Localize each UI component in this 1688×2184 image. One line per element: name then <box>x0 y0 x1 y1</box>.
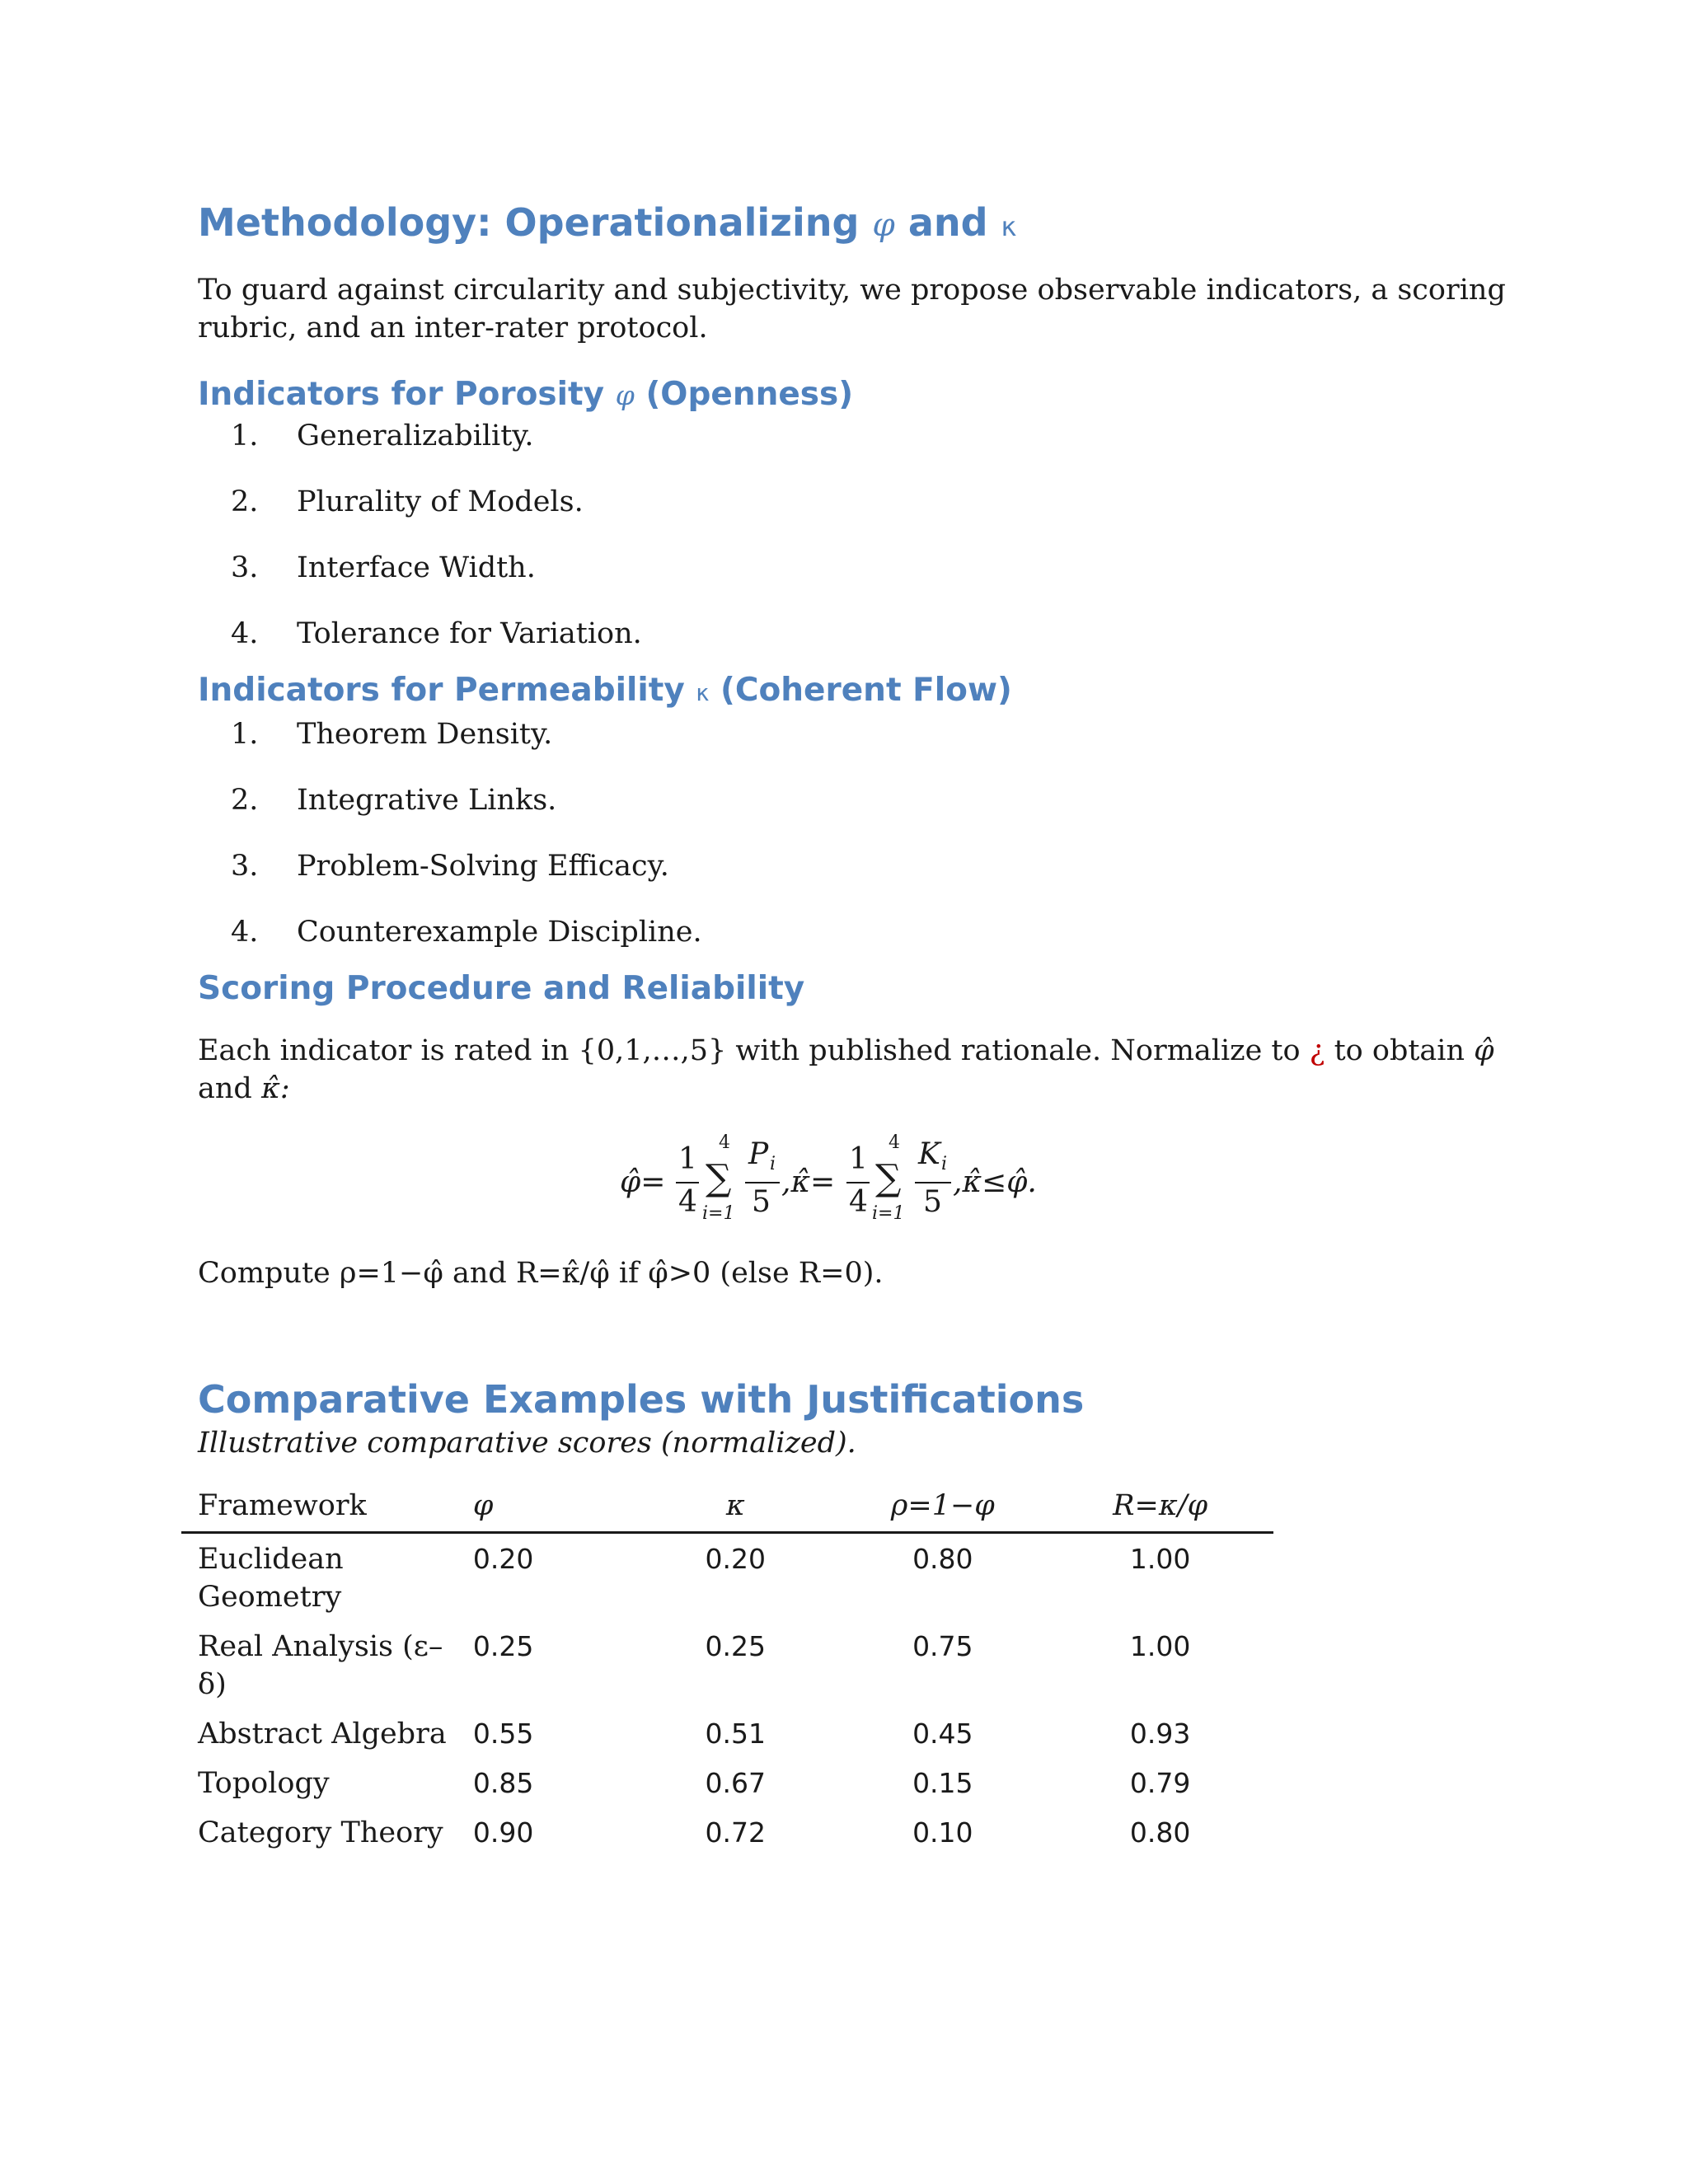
framework-cell: Topology <box>198 1767 330 1800</box>
item-number: 3. <box>231 850 259 883</box>
item-label: Generalizability. <box>297 419 534 452</box>
rho-cell: 0.45 <box>912 1718 973 1750</box>
item-label: Plurality of Models. <box>297 485 584 518</box>
rho-cell: 0.15 <box>912 1767 973 1799</box>
formula-numerator-p: P <box>748 1137 769 1171</box>
framework-cell: Euclidean Geometry <box>198 1543 344 1614</box>
list-item <box>198 715 1517 753</box>
table-header-row <box>181 1482 1273 1533</box>
table-row <box>181 1621 1273 1708</box>
list-item <box>198 549 1517 587</box>
ratio-cell: 0.93 <box>1129 1718 1191 1750</box>
sum-sigma: ∑ <box>875 1157 902 1199</box>
sum-sigma: ∑ <box>706 1157 732 1199</box>
item-number: 1. <box>231 718 259 751</box>
rho-cell: 0.80 <box>912 1543 973 1575</box>
column-header-phi: φ <box>457 1482 632 1533</box>
sum-lower-limit: i=1 <box>702 1203 735 1224</box>
table-row <box>181 1807 1273 1857</box>
column-header-rho: ρ=1−φ <box>838 1482 1047 1533</box>
item-label: Counterexample Discipline. <box>297 916 702 949</box>
comparative-scores-table <box>181 1482 1273 1857</box>
item-number: 4. <box>231 617 259 650</box>
item-label: Tolerance for Variation. <box>297 617 642 650</box>
title-text: Methodology: Operationalizing <box>198 200 860 245</box>
kappa-hat: κ̂: <box>260 1072 290 1105</box>
item-label: Problem-Solving Efficacy. <box>297 850 669 883</box>
permeability-heading <box>198 669 1517 715</box>
scoring-rating-set: {0,1,…,5} <box>578 1034 727 1067</box>
sum-lower-limit: i=1 <box>872 1203 905 1224</box>
item-number: 3. <box>231 551 259 584</box>
title-phi: φ <box>872 207 895 244</box>
missing-glyph: ¿ <box>1309 1034 1325 1067</box>
document-page <box>198 198 1517 1857</box>
kappa-cell: 0.72 <box>705 1816 767 1849</box>
fraction-bar <box>745 1182 780 1183</box>
list-item <box>198 847 1517 885</box>
title-and: and <box>907 200 988 245</box>
formula-four: 4 <box>678 1185 697 1219</box>
formula-phi-hat-lhs: φ̂= <box>620 1165 666 1199</box>
framework-cell: Category Theory <box>198 1816 443 1849</box>
page-title <box>198 198 1517 251</box>
list-item <box>198 913 1517 951</box>
item-number: 2. <box>231 784 259 817</box>
list-item <box>198 615 1517 653</box>
fraction-bar <box>915 1182 951 1183</box>
permeability-heading-text: Indicators for Permeability <box>198 672 685 709</box>
item-number: 2. <box>231 485 259 518</box>
scoring-heading: Scoring Procedure and Reliability <box>198 970 805 1007</box>
rho-cell: 0.75 <box>912 1630 973 1662</box>
list-item <box>198 417 1517 455</box>
table-caption: Illustrative comparative scores (normalized). <box>198 1427 856 1460</box>
scoring-text-a: Each indicator is rated in <box>198 1034 570 1067</box>
sum-upper-limit: 4 <box>889 1132 900 1153</box>
ratio-cell: 0.80 <box>1129 1816 1191 1849</box>
title-kappa: κ <box>1001 211 1017 242</box>
sum-upper-limit: 4 <box>719 1132 730 1153</box>
phi-cell: 0.85 <box>472 1767 534 1799</box>
framework-cell: Real Analysis (ε–δ) <box>198 1630 443 1701</box>
formula-kappa-hat-lhs: ,κ̂= <box>781 1165 836 1199</box>
column-header-kappa: κ <box>632 1482 838 1533</box>
scoring-paragraph <box>198 1032 1517 1108</box>
porosity-heading-suffix: (Openness) <box>645 376 854 413</box>
compute-paragraph: Compute ρ=1−φ̂ and R=κ̂/φ̂ if φ̂>0 (else R=0). <box>198 1257 884 1290</box>
ratio-cell: 0.79 <box>1129 1767 1191 1799</box>
scoring-text-d: and <box>198 1072 252 1105</box>
column-header-framework: Framework <box>181 1482 457 1533</box>
rho-cell: 0.10 <box>912 1816 973 1849</box>
kappa-cell: 0.25 <box>705 1630 767 1662</box>
item-label: Theorem Density. <box>297 718 553 751</box>
formula-numerator-sub: i <box>770 1154 776 1174</box>
formula-denominator: 5 <box>752 1185 771 1219</box>
item-label: Integrative Links. <box>297 784 557 817</box>
framework-cell: Abstract Algebra <box>198 1718 447 1750</box>
phi-cell: 0.25 <box>472 1630 534 1662</box>
kappa-cell: 0.67 <box>705 1767 767 1799</box>
formula-denominator: 5 <box>923 1185 942 1219</box>
phi-hat: φ̂ <box>1474 1034 1494 1067</box>
ratio-cell: 1.00 <box>1129 1630 1191 1662</box>
formula-numerator-sub: i <box>941 1154 948 1174</box>
porosity-heading-text: Indicators for Porosity <box>198 376 605 413</box>
table-row <box>181 1708 1273 1758</box>
permeability-indicator-list <box>198 715 1517 951</box>
porosity-indicator-list <box>198 417 1517 653</box>
kappa-cell: 0.20 <box>705 1543 767 1575</box>
examples-heading: Comparative Examples with Justifications <box>198 1377 1085 1422</box>
porosity-heading-symbol: φ <box>615 379 635 411</box>
phi-cell: 0.20 <box>472 1543 534 1575</box>
normalization-formula <box>198 1132 1517 1231</box>
list-item <box>198 483 1517 521</box>
scoring-text-c: to obtain <box>1334 1034 1465 1067</box>
formula-one: 1 <box>678 1142 697 1176</box>
list-item <box>198 781 1517 819</box>
column-header-ratio: R=κ/φ <box>1047 1482 1273 1533</box>
permeability-heading-symbol: κ <box>696 681 710 706</box>
phi-cell: 0.55 <box>472 1718 534 1750</box>
table-row <box>181 1758 1273 1807</box>
intro-paragraph: To guard against circularity and subjectivity, we propose observable indicators, a scoring rubric, and an inter-rater protocol. <box>198 274 1506 344</box>
fraction-bar <box>676 1182 699 1183</box>
scoring-text-b: with published rationale. Normalize to <box>735 1034 1301 1067</box>
item-label: Interface Width. <box>297 551 536 584</box>
fraction-bar <box>846 1182 870 1183</box>
table-row <box>181 1533 1273 1622</box>
item-number: 4. <box>231 916 259 949</box>
item-number: 1. <box>231 419 259 452</box>
formula-four: 4 <box>849 1185 868 1219</box>
formula-one: 1 <box>849 1142 868 1176</box>
kappa-cell: 0.51 <box>705 1718 767 1750</box>
formula-inequality: ,κ̂≤φ̂. <box>953 1165 1037 1199</box>
permeability-heading-suffix: (Coherent Flow) <box>720 672 1012 709</box>
ratio-cell: 1.00 <box>1129 1543 1191 1575</box>
porosity-heading <box>198 373 1517 417</box>
formula-numerator-k: K <box>918 1137 940 1171</box>
phi-cell: 0.90 <box>472 1816 534 1849</box>
